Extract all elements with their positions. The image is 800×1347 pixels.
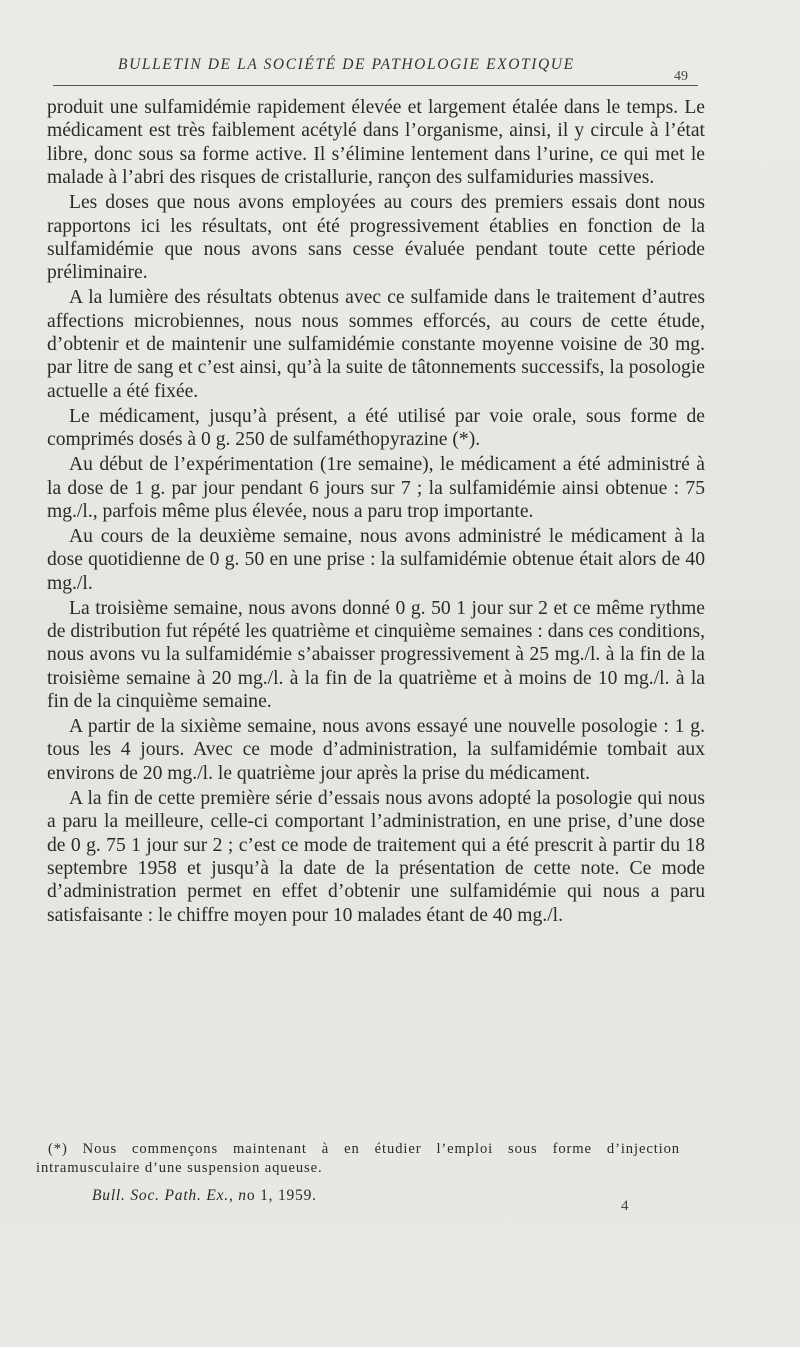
paragraph: Les doses que nous avons employées au cours des premiers essais dont nous rapportons ici les résultats, ont été progressivement établies en fonction de la sulfamidémie que nous avons sans cesse évaluée pendant toute cette période préliminaire. [47,192,705,284]
paragraph: A partir de la sixième semaine, nous avons essayé une nouvelle posologie : 1 g. tous les 4 jours. Avec ce mode d’administration, la sulfamidémie tombait aux environs de 20 mg./l. le quatrième jour après la prise du médicament. [47,716,705,784]
paragraph: produit une sulfamidémie rapidement élevée et largement étalée dans le temps. Le médicament est très faiblement acétylé dans l’organisme, ainsi, il y circule à l’état libre, donc sous sa forme active. Il s’élimine lentement dans l’urine, ce qui met le malade à l’abri des risques de cristallurie, rançon des sulfamiduries massives. [47,97,705,189]
paragraph: A la lumière des résultats obtenus avec ce sulfamide dans le traitement d’autres affections microbiennes, nous nous sommes efforcés, au cours de cette étude, d’obtenir et de maintenir une sulfamidémie constante moyenne voisine de 30 mg. par litre de sang et c’est ainsi, qu’à la suite de tâtonnements successifs, la posologie actuelle a été fixée. [47,287,705,402]
journal-citation [92,1187,317,1205]
article-body [47,96,705,929]
paragraph: La troisième semaine, nous avons donné 0 g. 50 1 jour sur 2 et ce même rythme de distribution fut répété les quatrième et cinquième semaines : dans ces conditions, nous avons vu la sulfamidémie s’abaisser progressivement à 25 mg./l. à la fin de la troisième semaine à 20 mg./l. à la fin de la quatrième et à moins de 10 mg./l. à la fin de la cinquième semaine. [47,597,705,713]
paragraph: Au cours de la deuxième semaine, nous avons administré le médicament à la dose quotidienne de 0 g. 50 en une prise : la sulfamidémie obtenue était alors de 40 mg./l. [47,525,705,594]
signature-mark: 4 [621,1198,629,1214]
running-header-title: BULLETIN DE LA SOCIÉTÉ DE PATHOLOGIE EXOTIQUE [118,56,575,73]
footnote: (*) Nous commençons maintenant à en étudier l’emploi sous forme d’injection intramusculaire d’une suspension aqueuse. [36,1141,680,1176]
paragraph: A la fin de cette première série d’essais nous avons adopté la posologie qui nous a paru la meilleure, celle-ci comportant l’administration, en une prise, d’une dose de 0 g. 75 1 jour sur 2 ; c’est ce mode de traitement qui a été prescrit à partir du 18 septembre 1958 et jusqu’à la date de la présentation de cette note. Ce mode d’administration permet en effet d’obtenir une sulfamidémie qui nous a paru satisfaisante : le chiffre moyen pour 10 malades étant de 40 mg./l. [47,787,705,926]
citation-issue: o 1, 1959. [246,1187,317,1204]
paragraph: Le médicament, jusqu’à présent, a été utilisé par voie orale, sous forme de comprimés dosés à 0 g. 250 de sulfaméthopyrazine (*). [47,405,705,451]
citation-text: Bull. Soc. Path. Ex., n [92,1187,247,1204]
paragraph: Au début de l’expérimentation (1re semaine), le médicament a été administré à la dose de 1 g. par jour pendant 6 jours sur 7 ; la sulfamidémie ainsi obtenue : 75 mg./l., parfois même plus élevée, nous a paru trop importante. [47,454,705,522]
header-rule [53,85,698,86]
page-number: 49 [674,69,688,84]
